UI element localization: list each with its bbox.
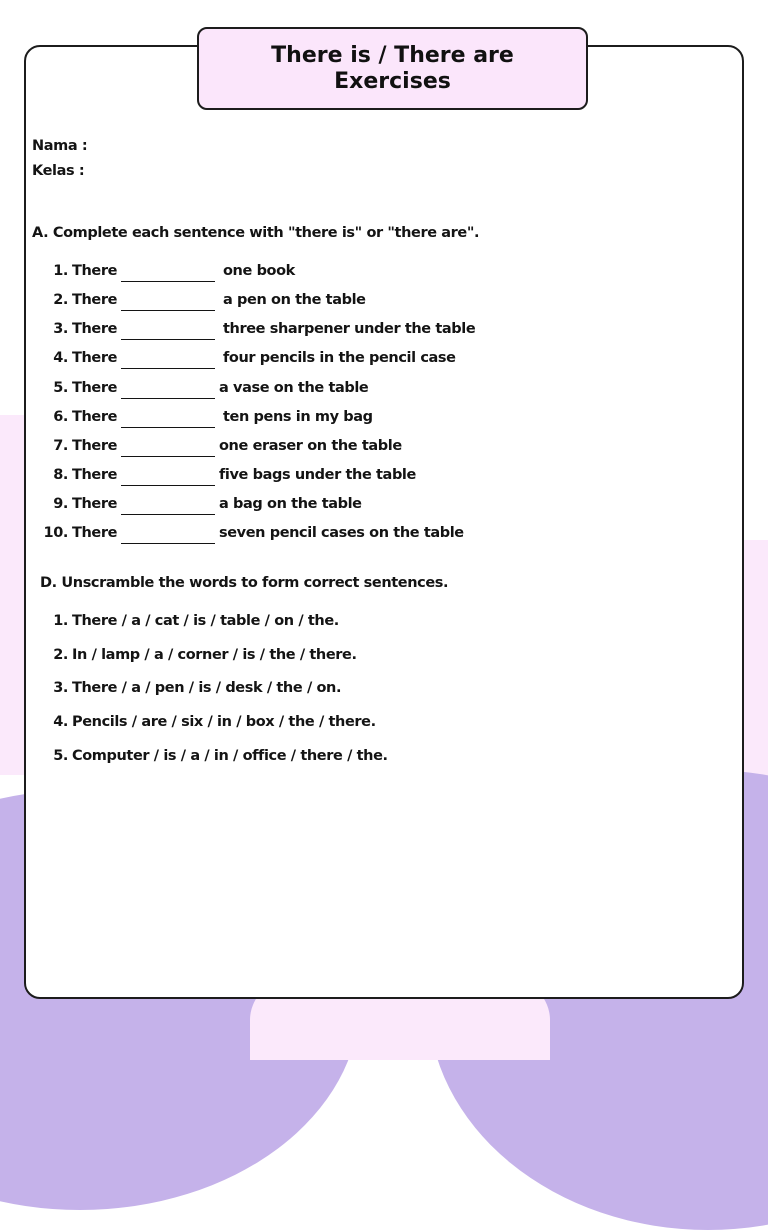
item-sentence-rest: four pencils in the pencil case	[223, 350, 456, 366]
item-sentence-rest: five bags under the table	[219, 467, 416, 483]
title-line-1: There is / There are	[271, 42, 514, 68]
answer-blank[interactable]	[121, 327, 215, 340]
item-sentence-rest: ten pens in my bag	[223, 409, 373, 425]
section-d-heading: D. Unscramble the words to form correct sentences.	[40, 575, 449, 591]
answer-blank[interactable]	[121, 386, 215, 399]
item-lead-word: There	[72, 380, 118, 396]
scrambled-sentence: There / a / pen / is / desk / the / on.	[72, 680, 342, 696]
item-number: 8.	[53, 467, 68, 483]
worksheet-card	[24, 42, 744, 999]
item-sentence-rest: seven pencil cases on the table	[219, 525, 464, 541]
page-title	[271, 43, 514, 95]
item-sentence-rest: a pen on the table	[223, 292, 366, 308]
item-number: 6.	[53, 409, 68, 425]
answer-blank[interactable]	[121, 473, 215, 486]
item-number: 2.	[53, 292, 68, 308]
item-number: 1.	[53, 263, 68, 279]
item-lead-word: There	[72, 409, 118, 425]
item-number: 5.	[53, 748, 68, 764]
item-number: 3.	[53, 680, 68, 696]
item-lead-word: There	[72, 438, 118, 454]
item-lead-word: There	[72, 292, 118, 308]
item-number: 7.	[53, 438, 68, 454]
answer-blank[interactable]	[121, 298, 215, 311]
scrambled-sentence: In / lamp / a / corner / is / the / there.	[72, 647, 357, 663]
answer-blank[interactable]	[121, 531, 215, 544]
item-lead-word: There	[72, 321, 118, 337]
item-number: 9.	[53, 496, 68, 512]
item-sentence-rest: one eraser on the table	[219, 438, 402, 454]
item-lead-word: There	[72, 496, 118, 512]
item-lead-word: There	[72, 467, 118, 483]
item-number: 4.	[53, 350, 68, 366]
item-lead-word: There	[72, 263, 118, 279]
item-number: 1.	[53, 613, 68, 629]
scrambled-sentence: Computer / is / a / in / office / there / the.	[72, 748, 388, 764]
answer-blank[interactable]	[121, 269, 215, 282]
answer-blank[interactable]	[121, 444, 215, 457]
item-lead-word: There	[72, 350, 118, 366]
item-number: 5.	[53, 380, 68, 396]
item-sentence-rest: a bag on the table	[219, 496, 362, 512]
answer-blank[interactable]	[121, 356, 215, 369]
item-number: 2.	[53, 647, 68, 663]
section-a-heading: A. Complete each sentence with "there is" or "there are".	[32, 225, 480, 241]
item-sentence-rest: one book	[223, 263, 295, 279]
item-sentence-rest: a vase on the table	[219, 380, 369, 396]
nama-field-label: Nama :	[32, 138, 88, 154]
item-lead-word: There	[72, 525, 118, 541]
item-number: 3.	[53, 321, 68, 337]
item-number: 4.	[53, 714, 68, 730]
answer-blank[interactable]	[121, 502, 215, 515]
scrambled-sentence: Pencils / are / six / in / box / the / there.	[72, 714, 376, 730]
item-number: 10.	[43, 525, 68, 541]
title-line-2: Exercises	[334, 68, 451, 94]
kelas-field-label: Kelas :	[32, 163, 85, 179]
item-sentence-rest: three sharpener under the table	[223, 321, 476, 337]
answer-blank[interactable]	[121, 415, 215, 428]
scrambled-sentence: There / a / cat / is / table / on / the.	[72, 613, 339, 629]
title-box	[197, 27, 588, 110]
